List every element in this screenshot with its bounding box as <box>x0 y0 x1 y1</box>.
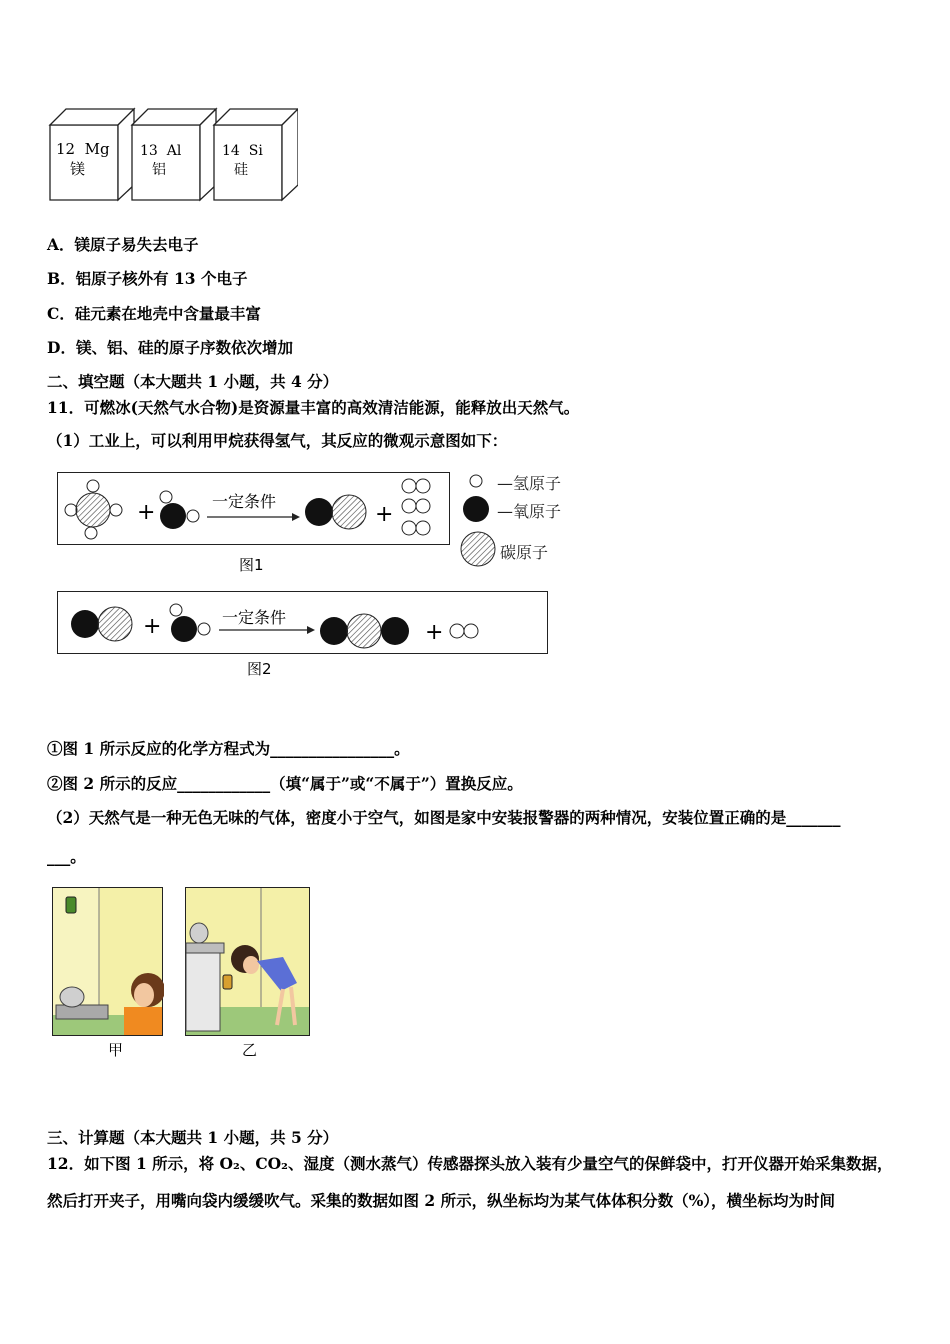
question-11-part2-cont[interactable]: ___。 <box>47 847 86 866</box>
question-12-line2: 然后打开夹子，用嘴向袋内缓缓吹气。采集的数据如图 2 所示，纵坐标均为某气体体积分数（%），横坐标均为时间 <box>47 1191 836 1210</box>
figure1-caption: 图1 <box>239 556 264 574</box>
option-d[interactable]: D．镁、铝、硅的原子序数依次增加 <box>47 338 293 357</box>
oxygen-atom-icon <box>463 496 489 522</box>
question-11-part1: （1）工业上，可以利用甲烷获得氢气，其反应的微观示意图如下： <box>47 431 508 450</box>
element-si-name: 硅 <box>234 162 248 178</box>
element-al-number: 13 <box>140 143 158 159</box>
element-mg-name: 镁 <box>70 160 86 178</box>
section2-title: 二、填空题（本大题共 1 小题，共 4 分） <box>47 372 339 391</box>
figure2-diagram <box>57 591 547 655</box>
kettle-icon <box>60 987 84 1007</box>
legend-carbon: 碳原子 <box>500 543 549 562</box>
kettle-icon <box>190 923 208 943</box>
question-11-sub2[interactable]: ②图 2 所示的反应____________（填“属于”或“不属于”）置换反应。 <box>47 774 523 793</box>
option-a[interactable]: A．镁原子易失去电子 <box>47 235 199 254</box>
section3-title: 三、计算题（本大题共 1 小题，共 5 分） <box>47 1128 339 1147</box>
carbon-monoxide-molecule <box>305 495 366 529</box>
element-si-number: 14 <box>222 143 240 159</box>
option-c[interactable]: C．硅元素在地壳中含量最丰富 <box>47 304 261 323</box>
question-11-sub1[interactable]: ①图 1 所示反应的化学方程式为________________。 <box>47 739 410 758</box>
figure1-condition: 一定条件 <box>212 492 277 511</box>
plus-sign: + <box>143 614 162 639</box>
hydrogen-molecules <box>402 479 430 535</box>
element-al-symbol: Al <box>166 143 182 159</box>
question-11-part2[interactable]: （2）天然气是一种无色无味的气体，密度小于空气，如图是家中安装报警器的两种情况，安装位置正确的是_______ <box>47 808 841 827</box>
methane-molecule <box>65 480 122 539</box>
legend-oxygen: —氧原子 <box>497 502 562 521</box>
picture-yi-label: 乙 <box>242 1041 258 1059</box>
question-12-line1: 12．如下图 1 所示，将 O₂、CO₂、湿度（测水蒸气）传感器探头放入装有少量空气的保鲜袋中，打开仪器开始采集数据， <box>47 1154 893 1173</box>
option-b[interactable]: B．铝原子核外有 13 个电子 <box>47 269 248 288</box>
carbon-monoxide-molecule <box>71 607 132 641</box>
picture-yi <box>185 887 311 1037</box>
picture-jia <box>52 887 164 1037</box>
hydrogen-atom-icon <box>470 475 482 487</box>
plus-sign: + <box>137 500 156 525</box>
question-11: 11．可燃冰(天然气水合物)是资源量丰富的高效清洁能源，能释放出天然气。 <box>47 398 580 417</box>
gas-alarm-icon <box>66 897 76 913</box>
figure2-condition: 一定条件 <box>222 608 287 627</box>
element-mg-text <box>56 140 110 179</box>
hydrogen-molecule <box>450 624 478 638</box>
element-al-name: 铝 <box>152 162 166 178</box>
element-si-symbol: Si <box>248 143 263 159</box>
water-molecule <box>170 604 210 642</box>
water-molecule <box>160 491 199 529</box>
plus-sign: + <box>375 502 394 527</box>
figure2-caption: 图2 <box>247 660 272 678</box>
gas-alarm-icon <box>223 975 232 989</box>
carbon-atom-icon <box>461 532 495 566</box>
legend-hydrogen: —氢原子 <box>497 474 562 493</box>
element-mg-symbol: Mg <box>84 140 110 158</box>
carbon-dioxide-molecule <box>320 614 409 648</box>
element-si-text <box>222 143 263 179</box>
element-al-text <box>140 143 181 179</box>
picture-jia-label: 甲 <box>108 1041 124 1059</box>
plus-sign: + <box>425 620 444 645</box>
element-mg-number: 12 <box>56 140 76 158</box>
